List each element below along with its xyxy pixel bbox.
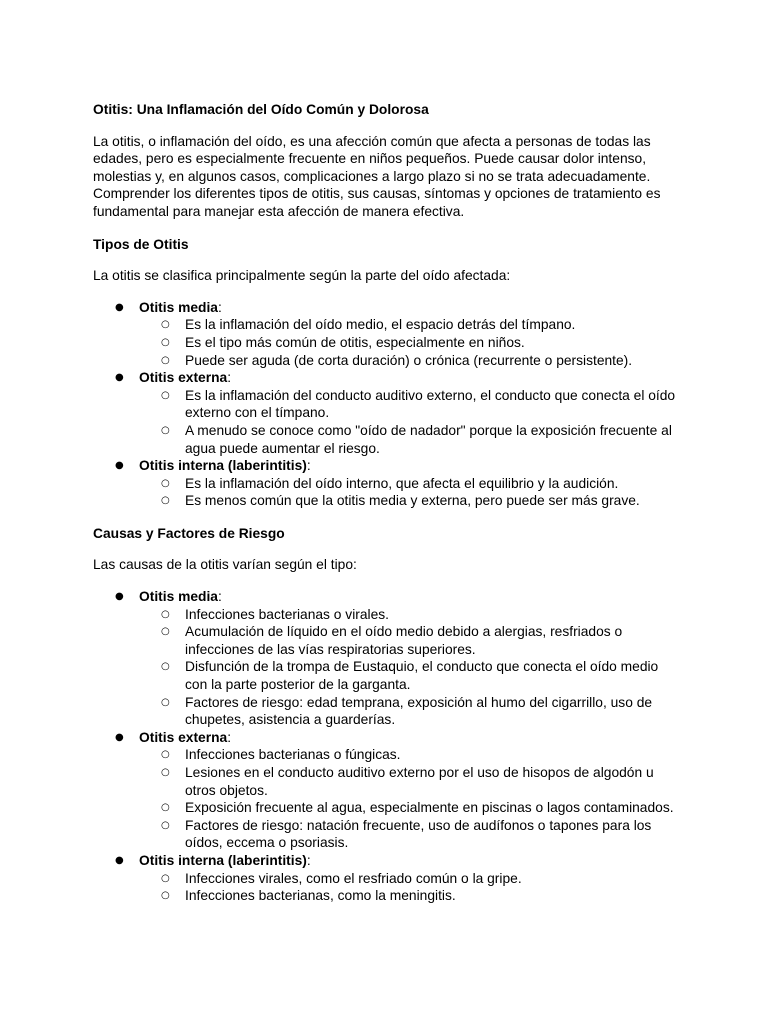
- causas-list: [93, 588, 683, 905]
- sub-list: [139, 475, 683, 510]
- sub-list-item: ○ Acumulación de líquido en el oído medio debido a alergias, resfriados o infecciones de las vías respiratorias superiores.: [139, 623, 683, 658]
- sub-list-item: ○ A menudo se conoce como "oído de nadador" porque la exposición frecuente al agua puede aumentar el riesgo.: [139, 422, 683, 457]
- list-item: ● Otitis media: ○ Es la inflamación del oído medio, el espacio detrás del tímpano. ○ Es el tipo más común de otitis, especialmente en niños. ○ Puede ser aguda (de corta duración) o crónica (recurrente o persistente).: [93, 299, 683, 369]
- list-item-term: Otitis interna (laberintitis): [139, 458, 307, 474]
- list-item: ● Otitis interna (laberintitis): ○ Es la inflamación del oído interno, que afecta el equilibrio y la audición. ○ Es menos común que la otitis media y externa, pero puede ser más grave.: [93, 457, 683, 510]
- sub-list-item: ○ Es la inflamación del conducto auditivo externo, el conducto que conecta el oído externo con el tímpano.: [139, 387, 683, 422]
- sub-list-item: ○ Infecciones bacterianas, como la meningitis.: [139, 887, 683, 905]
- sub-list: [139, 870, 683, 905]
- sub-list-item: ○ Es el tipo más común de otitis, especialmente en niños.: [139, 334, 683, 352]
- sub-list-item: ○ Exposición frecuente al agua, especialmente en piscinas o lagos contaminados.: [139, 799, 683, 817]
- document-body: [93, 101, 683, 905]
- sub-list-item: ○ Infecciones bacterianas o virales.: [139, 606, 683, 624]
- sub-list: [139, 316, 683, 369]
- section-heading-causas: Causas y Factores de Riesgo: [93, 525, 285, 541]
- sub-list: [139, 606, 683, 729]
- sub-list-item: ○ Puede ser aguda (de corta duración) o crónica (recurrente o persistente).: [139, 352, 683, 370]
- sub-list: [139, 387, 683, 457]
- list-item: ● Otitis externa: ○ Infecciones bacterianas o fúngicas. ○ Lesiones en el conducto auditivo externo por el uso de hisopos de algodón u otros objetos. ○ Exposición frecuente al agua, especialmente en piscinas o lagos contaminados. ○ Factores de riesgo: natación frecuente, uso de audífonos o tapones para los oídos, eccema o psoriasis.: [93, 729, 683, 852]
- list-item: ● Otitis media: ○ Infecciones bacterianas o virales. ○ Acumulación de líquido en el oído medio debido a alergias, resfriados o infecciones de las vías respiratorias superiores. ○ Disfunción de la trompa de Eustaquio, el conducto que conecta el oído medio con la parte posterior de la garganta. ○ Factores de riesgo: edad temprana, exposición al humo del cigarrillo, uso de chupetes, asistencia a guarderías.: [93, 588, 683, 729]
- sub-list-item: ○ Es la inflamación del oído medio, el espacio detrás del tímpano.: [139, 316, 683, 334]
- section-heading-tipos: Tipos de Otitis: [93, 236, 189, 252]
- intro-paragraph: La otitis, o inflamación del oído, es una afección común que afecta a personas de todas las edades, pero es especialmente frecuente en niños pequeños. Puede causar dolor intenso, molestias y, en algunos casos, complicaciones a largo plazo si no se trata adecuadamente. Comprender los diferentes tipos de otitis, sus causas, síntomas y opciones de tratamiento es fundamental para manejar esta afección de manera efectiva.: [93, 133, 661, 219]
- list-item: ● Otitis interna (laberintitis): ○ Infecciones virales, como el resfriado común o la gripe. ○ Infecciones bacterianas, como la meningitis.: [93, 852, 683, 905]
- sub-list-item: ○ Es la inflamación del oído interno, que afecta el equilibrio y la audición.: [139, 475, 683, 493]
- sub-list: [139, 746, 683, 852]
- list-item-term: Otitis interna (laberintitis): [139, 852, 307, 868]
- sub-list-item: ○ Disfunción de la trompa de Eustaquio, el conducto que conecta el oído medio con la parte posterior de la garganta.: [139, 658, 683, 693]
- sub-list-item: ○ Infecciones bacterianas o fúngicas.: [139, 746, 683, 764]
- list-item-term: Otitis media: [139, 299, 218, 315]
- section-lead-tipos: La otitis se clasifica principalmente según la parte del oído afectada:: [93, 268, 511, 284]
- list-item-term: Otitis externa: [139, 370, 228, 386]
- sub-list-item: ○ Factores de riesgo: natación frecuente, uso de audífonos o tapones para los oídos, eccema o psoriasis.: [139, 817, 683, 852]
- sub-list-item: ○ Lesiones en el conducto auditivo externo por el uso de hisopos de algodón u otros objetos.: [139, 764, 683, 799]
- document-title: Otitis: Una Inflamación del Oído Común y Dolorosa: [93, 102, 429, 117]
- sub-list-item: ○ Infecciones virales, como el resfriado común o la gripe.: [139, 870, 683, 888]
- sub-list-item: ○ Factores de riesgo: edad temprana, exposición al humo del cigarrillo, uso de chupetes, asistencia a guarderías.: [139, 694, 683, 729]
- list-item-term: Otitis media: [139, 589, 218, 605]
- sub-list-item: ○ Es menos común que la otitis media y externa, pero puede ser más grave.: [139, 492, 683, 510]
- section-lead-causas: Las causas de la otitis varían según el tipo:: [93, 557, 357, 573]
- list-item-term: Otitis externa: [139, 729, 228, 745]
- list-item: ● Otitis externa: ○ Es la inflamación del conducto auditivo externo, el conducto que conecta el oído externo con el tímpano. ○ A menudo se conoce como "oído de nadador" porque la exposición frecuente al agua puede aumentar el riesgo.: [93, 369, 683, 457]
- tipos-list: [93, 299, 683, 510]
